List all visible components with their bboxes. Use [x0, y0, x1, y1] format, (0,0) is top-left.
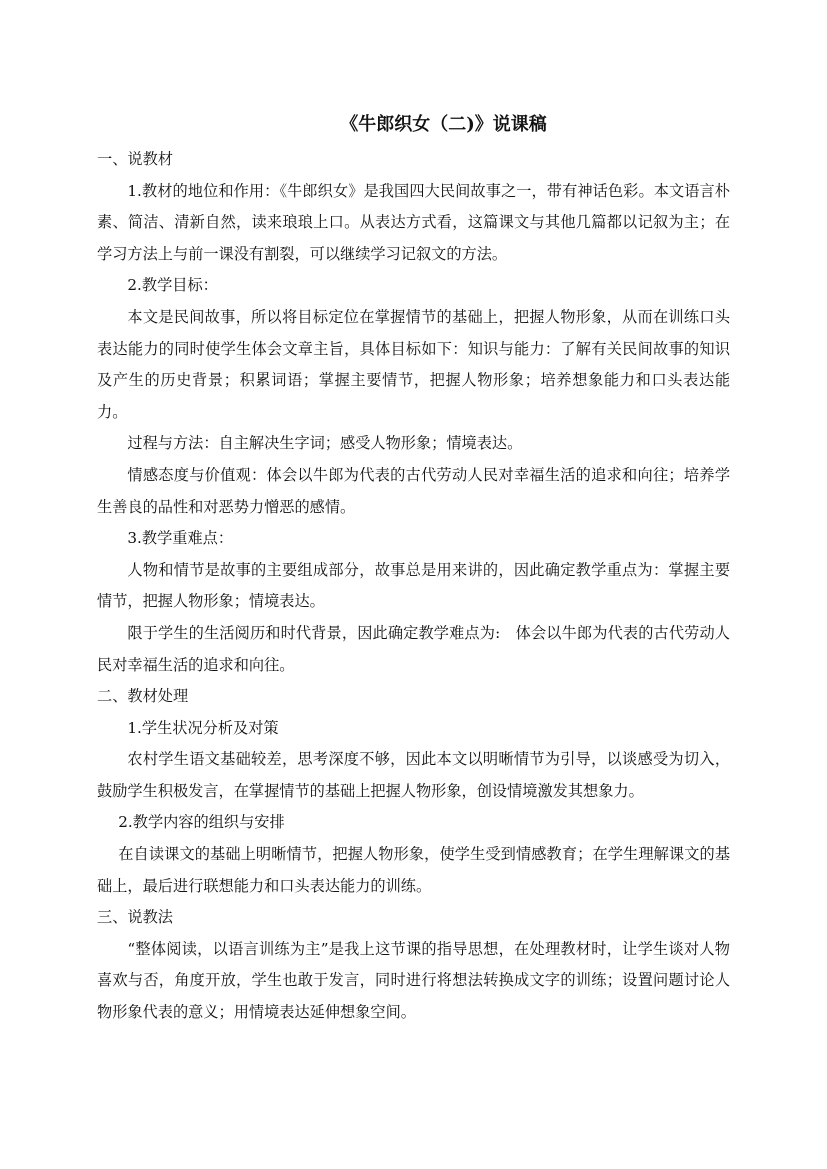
- section-heading: 三、说教法: [97, 908, 173, 927]
- paragraph: “整体阅读，以语言训练为主”是我上这节课的指导思想，在处理教材时，让学生谈对人物喜欢与否，角度开放，学生也敢于发言，同时进行将想法转换成文字的训练；设置问题讨论人物形象代表的意义；用情境表达延伸想象空间。: [97, 939, 730, 1022]
- document-body: [97, 144, 730, 1029]
- paragraph: 2.教学内容的组织与安排: [118, 813, 285, 832]
- section-heading: 二、教材处理: [97, 687, 189, 706]
- paragraph: 过程与方法：自主解决生字词；感受人物形象；情境表达。: [127, 434, 523, 453]
- paragraph: 1.学生状况分析及对策: [127, 718, 279, 737]
- paragraph: 3.教学重难点：: [127, 529, 234, 548]
- paragraph: 情感态度与价值观：体会以牛郎为代表的古代劳动人民对幸福生活的追求和向往；培养学生善良的品性和对恶势力憎恶的感情。: [97, 465, 730, 516]
- paragraph: 本文是民间故事，所以将目标定位在掌握情节的基础上，把握人物形象，从而在训练口头表达能力的同时使学生体会文章主旨，具体目标如下：知识与能力：了解有关民间故事的知识及产生的历史背景；积累词语；掌握主要情节，把握人物形象；培养想象能力和口头表达能力。: [97, 307, 730, 421]
- paragraph: 人物和情节是故事的主要组成部分，故事总是用来讲的，因此确定教学重点为：掌握主要情节，把握人物形象；情境表达。: [97, 560, 730, 611]
- document-page: [97, 110, 730, 1029]
- document-title: 《牛郎织女（二)》说课稿: [340, 114, 547, 135]
- paragraph: 农村学生语文基础较差，思考深度不够，因此本文以明晰情节为引导，以谈感受为切入，鼓励学生积极发言，在掌握情节的基础上把握人物形象，创设情境激发其想象力。: [97, 750, 730, 800]
- paragraph: 1.教材的地位和作用：《牛郎织女》是我国四大民间故事之一，带有神话色彩。本文语言朴素、简洁、清新自然，读来琅琅上口。从表达方式看，这篇课文与其他几篇都以记叙为主；在学习方法上与前一课没有割裂，可以继续学习记叙文的方法。: [97, 181, 730, 263]
- paragraph: 2.教学目标：: [127, 276, 218, 295]
- section-heading: 一、说教材: [97, 150, 173, 168]
- paragraph: 在自读课文的基础上明晰情节，把握人物形象，使学生受到情感教育；在学生理解课文的基础上，最后进行联想能力和口头表达能力的训练。: [97, 845, 730, 895]
- paragraph: 限于学生的生活阅历和时代背景，因此确定教学难点为: 体会以牛郎为代表的古代劳动人民对幸福生活的追求和向往。: [97, 623, 730, 674]
